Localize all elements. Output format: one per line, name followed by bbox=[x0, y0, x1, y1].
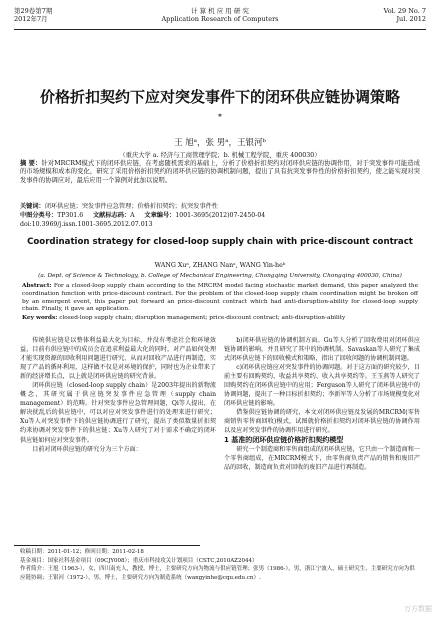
body-paragraph: 借鉴供应链协调的研究，本文对闭环供应链及发展的MRCRM(零售商销售零售商回收)模式，试图就价格折扣契约对闭环供应链的协调作用以及应对突发事件的协调作用进行研究。 bbox=[224, 409, 420, 435]
body-paragraph: 传统供应链是以整体利益最大化为目标，并没有考虑社会和环境效益，目前有供应链中的成员会在追求利益最大化的同时，对产品如何处理才能实现资源的回收利用问题进行研究，从而对回收产品进行再制造，实现了产品的循环利用，这样做不仅是对环境的保护，同时也为企业带来了新的经济增长点，以上就是闭环供应链的研究背景。 bbox=[20, 337, 216, 381]
keywords-en bbox=[22, 315, 418, 323]
footnote-bio: 作者简介：王旭（1963-），女，四川南充人，教授，博士，主要研究方向为物流与供应链管理；张男（1986-），男，浙江宁波人，硕士研究生，主要研究方向为供应链协调；王银河（1972-），男，博士，主要研究方向为制造系统（wangyinhe@cqu.edu.cn）. bbox=[20, 566, 415, 581]
watermark: 万方数据 bbox=[404, 605, 432, 613]
classification-line bbox=[20, 212, 420, 220]
paper-title-en: Coordination strategy for closed-loop supply chain with price-discount contract bbox=[27, 237, 413, 247]
authors-en: WANG Xuᵃ, ZHANG Nanᵃ, WANG Yin-heᵇ bbox=[154, 262, 286, 269]
article-number-label: 文章编号： bbox=[144, 212, 176, 219]
clc-label: 中图分类号： bbox=[20, 212, 58, 219]
header-rule bbox=[14, 29, 426, 30]
abstract-cn-text: 针对MRCRM模式下的闭环供应链，在考虑随机需求的基础上，分析了价格折扣契约对闭环供应链的协调作用，对于突发事件可能造成的市场规模和成本的变化，研究了采用价格折扣契约的闭环供应链的协调机制问题，提出了具有抗突发事件性的价格折扣契约，使之能实现对突发事件的协调应对，最后应用一个算例对此加以说明。 bbox=[20, 160, 420, 184]
abstract-cn bbox=[20, 160, 420, 185]
header-journal-en: Application Research of Computers bbox=[161, 15, 279, 23]
abstract-cn-label: 摘 要： bbox=[20, 160, 42, 167]
body-paragraph: 研究一个制造商和零售商组成的闭环供应链，它只由一个制造商和一个零售商组成，在MRCRM模式下，由零售商负责产品的销售和废旧产品的回收，制造商负责对回收的废旧产品进行再制造。 bbox=[224, 445, 420, 471]
footnote-fund: 基金项目：国家社科基金项目（09CJY008）；重庆市科技攻关计划项目（CSTC,2010AZ2044） bbox=[20, 557, 258, 564]
abstract-en bbox=[22, 283, 418, 323]
clc-value: TP301.6 bbox=[57, 212, 84, 219]
body-column-left bbox=[20, 336, 216, 454]
body-paragraph: 闭环供应链（closed-loop supply chain）是2003年提出的新物流概念，其研究属于供应链突发事件应急管理（supply chain management）的范畴。针对突发事件应急管理问题，Qi等人提出，在解决扰乱后的供应链中，可以对应对突发事件进行的处理来进行研究；Xu等人对突发事件下的供应链协调进行了研究，提出了类似数量折扣契约来协调对突发事件下的供应链；Xu等人研究了对于需求不确定的闭环供应链如何应对突发事件。 bbox=[20, 382, 216, 444]
body-paragraph: b)闭环供应链的协调机制方面。Gu等人分析了回收费用对闭环供应链协调的影响，并且研究了其中的协调机制。Savaskan等人研究了集成式闭环供应链下的回收模式和策略，指出了回收问题的协调机制问题。 bbox=[224, 337, 420, 363]
footnote-received: 收稿日期：2011-01-12；修回日期：2011-02-18 bbox=[20, 549, 144, 555]
body-paragraph: c)闭环供应链应对突发事件的协调问题。对于这方面的研究较少，目前主要有回购契约、收益共享契约、收入共享契约等。王玉燕等人研究了回购契约在闭环供应链中的应用；Ferguson等人研究了闭环供应链中的协调问题，提出了一种目标折扣契约；李新军等人分析了市场规模变化对闭环供应链的影响。 bbox=[224, 364, 420, 408]
paper-title-cn bbox=[40, 88, 400, 130]
header-right bbox=[384, 7, 426, 23]
abstract-en-text: For a closed-loop supply chain according to the MRCRM model facing stochastic market demand, this paper analyzed the coordination function with price-discount contract. For the problem of the closed-loop supply chain coordination might be broken off by an emergent event, this paper put forward an price-discount contract which had anti-disruption-ability for closed-loop supply chain. Finally, it gave an application. bbox=[22, 283, 418, 313]
keywords-en-text: closed-loop supply chain; disruption management; price-discount contract; anti-disruption-ability bbox=[59, 315, 346, 322]
doi: doi:10.3969/j.issn.1001-3695.2012.07.013 bbox=[20, 221, 153, 228]
keywords-cn bbox=[20, 203, 420, 211]
doc-code-value: A bbox=[130, 212, 135, 219]
title-cn-text: 价格折扣契约下应对突发事件下的闭环供应链协调策略 bbox=[40, 88, 401, 106]
header-date-en: Jul. 2012 bbox=[396, 15, 426, 23]
body-paragraph: 目前对闭环供应链的研究分为三个方面： bbox=[32, 445, 142, 453]
running-header bbox=[14, 7, 426, 29]
footnotes bbox=[20, 548, 420, 582]
affiliation-en: (a. Dept. of Science & Technology, b. College of Mechanical Engineering, Chongqing University, Chongqing 400030, China) bbox=[38, 273, 402, 279]
header-center bbox=[14, 7, 426, 23]
authors-cn: 王 旭ᵃ，张 男ᵃ，王银河ᵇ bbox=[174, 138, 266, 148]
header-journal-cn: 计 算 机 应 用 研 究 bbox=[191, 7, 249, 15]
header-volume-cn: 第29卷第7期 bbox=[14, 7, 53, 15]
doc-code-label: 文献标志码： bbox=[92, 212, 131, 219]
header-volume-en: Vol. 29 No. 7 bbox=[383, 7, 426, 15]
header-date-cn: 2012年7月 bbox=[14, 15, 48, 23]
keywords-cn-label: 关键词： bbox=[20, 203, 45, 210]
title-footnote-mark: * bbox=[218, 112, 222, 121]
abstract-en-label: Abstract: bbox=[22, 283, 52, 289]
footnote-rule bbox=[14, 545, 200, 546]
body-column-right bbox=[224, 336, 420, 472]
keywords-en-label: Key words: bbox=[22, 315, 58, 322]
keywords-cn-text: 闭环供应链；突发事件应急管理；价格折扣契约；抗突发事件性 bbox=[44, 203, 218, 210]
affiliation-cn: （重庆大学 a. 经济与工商管理学院；b. 机械工程学院，重庆 400030） bbox=[119, 152, 321, 159]
article-number-value: 1001-3695(2012)07-2450-04 bbox=[175, 212, 266, 219]
section-heading: 1 基准的闭环供应链价格折扣契约模型 bbox=[224, 435, 344, 444]
